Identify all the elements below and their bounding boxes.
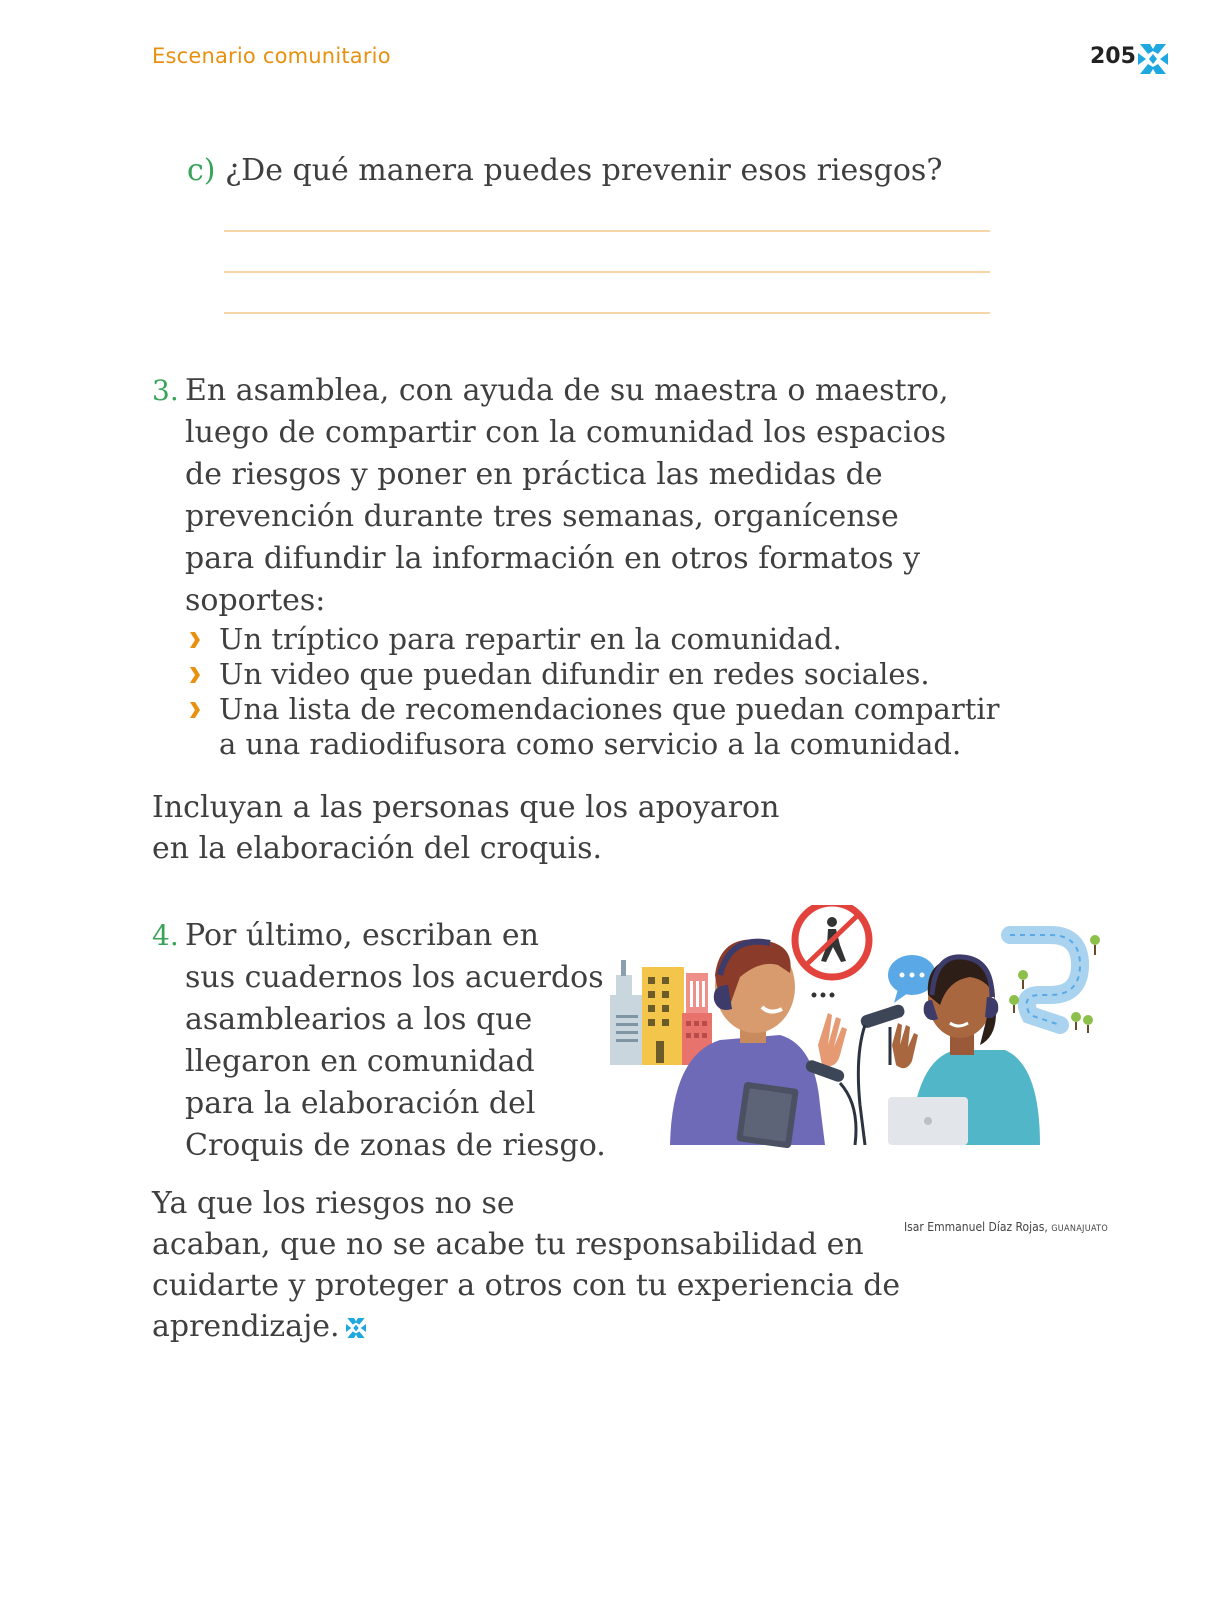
- question-c: [187, 152, 942, 190]
- format-list: [189, 622, 1012, 762]
- credit-place: GUANAJUATO: [1051, 1224, 1109, 1234]
- bullet-chevron-icon: [189, 667, 201, 683]
- list-item: [189, 657, 1012, 692]
- list-item-text: Una lista de recomendaciones que puedan compartir: [219, 692, 1000, 726]
- text-line: llegaron en comunidad: [185, 1044, 535, 1079]
- book-logo-icon: [1138, 42, 1168, 76]
- list-item-text: Un video que puedan difundir en redes sociales.: [219, 657, 930, 691]
- item-4-text: [185, 915, 612, 1167]
- text-line: aprendizaje.: [152, 1309, 340, 1344]
- illustration-credit: [904, 1220, 1108, 1234]
- text-line: para la elaboración del: [185, 1086, 536, 1121]
- text-line: prevención durante tres semanas, organícense: [185, 499, 899, 534]
- pedestrian-sign-icon: [795, 905, 869, 998]
- item-number: 4.: [152, 919, 179, 952]
- section-title: Escenario comunitario: [152, 44, 391, 68]
- text-line: Ya que los riesgos no se: [152, 1186, 515, 1221]
- text-line: cuidarte y proteger a otros con tu experiencia de: [152, 1268, 901, 1303]
- closing-paragraph: [152, 1183, 900, 1347]
- map-route: [1009, 935, 1100, 1033]
- text-line: luego de compartir con la comunidad los espacios: [185, 415, 947, 450]
- list-item-text: Un tríptico para repartir en la comunidad.: [219, 622, 842, 656]
- podcast-illustration: [610, 905, 1120, 1170]
- text-line: acaban, que no se acabe tu responsabilidad en: [152, 1227, 864, 1262]
- text-line: sus cuadernos los acuerdos: [185, 960, 604, 995]
- include-paragraph: [152, 787, 779, 869]
- text-line: Croquis de zonas de riesgo.: [185, 1128, 606, 1163]
- text-line: soportes:: [185, 583, 326, 618]
- list-item-text: a una radiodifusora como servicio a la comunidad.: [219, 727, 962, 761]
- question-letter: c): [187, 153, 216, 188]
- answer-line-1[interactable]: [224, 230, 990, 232]
- item-3-text: [185, 370, 1012, 622]
- text-line: asamblearios a los que: [185, 1002, 533, 1037]
- list-item: [189, 692, 1012, 762]
- question-text: ¿De qué manera puedes prevenir esos riesgos?: [225, 153, 943, 188]
- answer-line-3[interactable]: [224, 312, 990, 314]
- text-line: Incluyan a las personas que los apoyaron: [152, 790, 780, 825]
- bullet-chevron-icon: [189, 702, 201, 718]
- page-number: 205: [1090, 44, 1136, 69]
- list-item: [189, 622, 1012, 657]
- text-line: para difundir la información en otros formatos y: [185, 541, 921, 576]
- text-line: En asamblea, con ayuda de su maestra o maestro,: [185, 373, 949, 408]
- item-3: [152, 370, 1012, 762]
- city-buildings: [610, 960, 712, 1065]
- answer-line-2[interactable]: [224, 271, 990, 273]
- text-line: de riesgos y poner en práctica las medidas de: [185, 457, 883, 492]
- text-line: en la elaboración del croquis.: [152, 831, 603, 866]
- text-line: Por último, escriban en: [185, 918, 539, 953]
- credit-author: Isar Emmanuel Díaz Rojas,: [904, 1220, 1048, 1234]
- item-number: 3.: [152, 374, 179, 407]
- book-logo-icon: [346, 1316, 366, 1340]
- bullet-chevron-icon: [189, 632, 201, 648]
- closing-last-line: [152, 1306, 900, 1347]
- item-4: [152, 915, 612, 1167]
